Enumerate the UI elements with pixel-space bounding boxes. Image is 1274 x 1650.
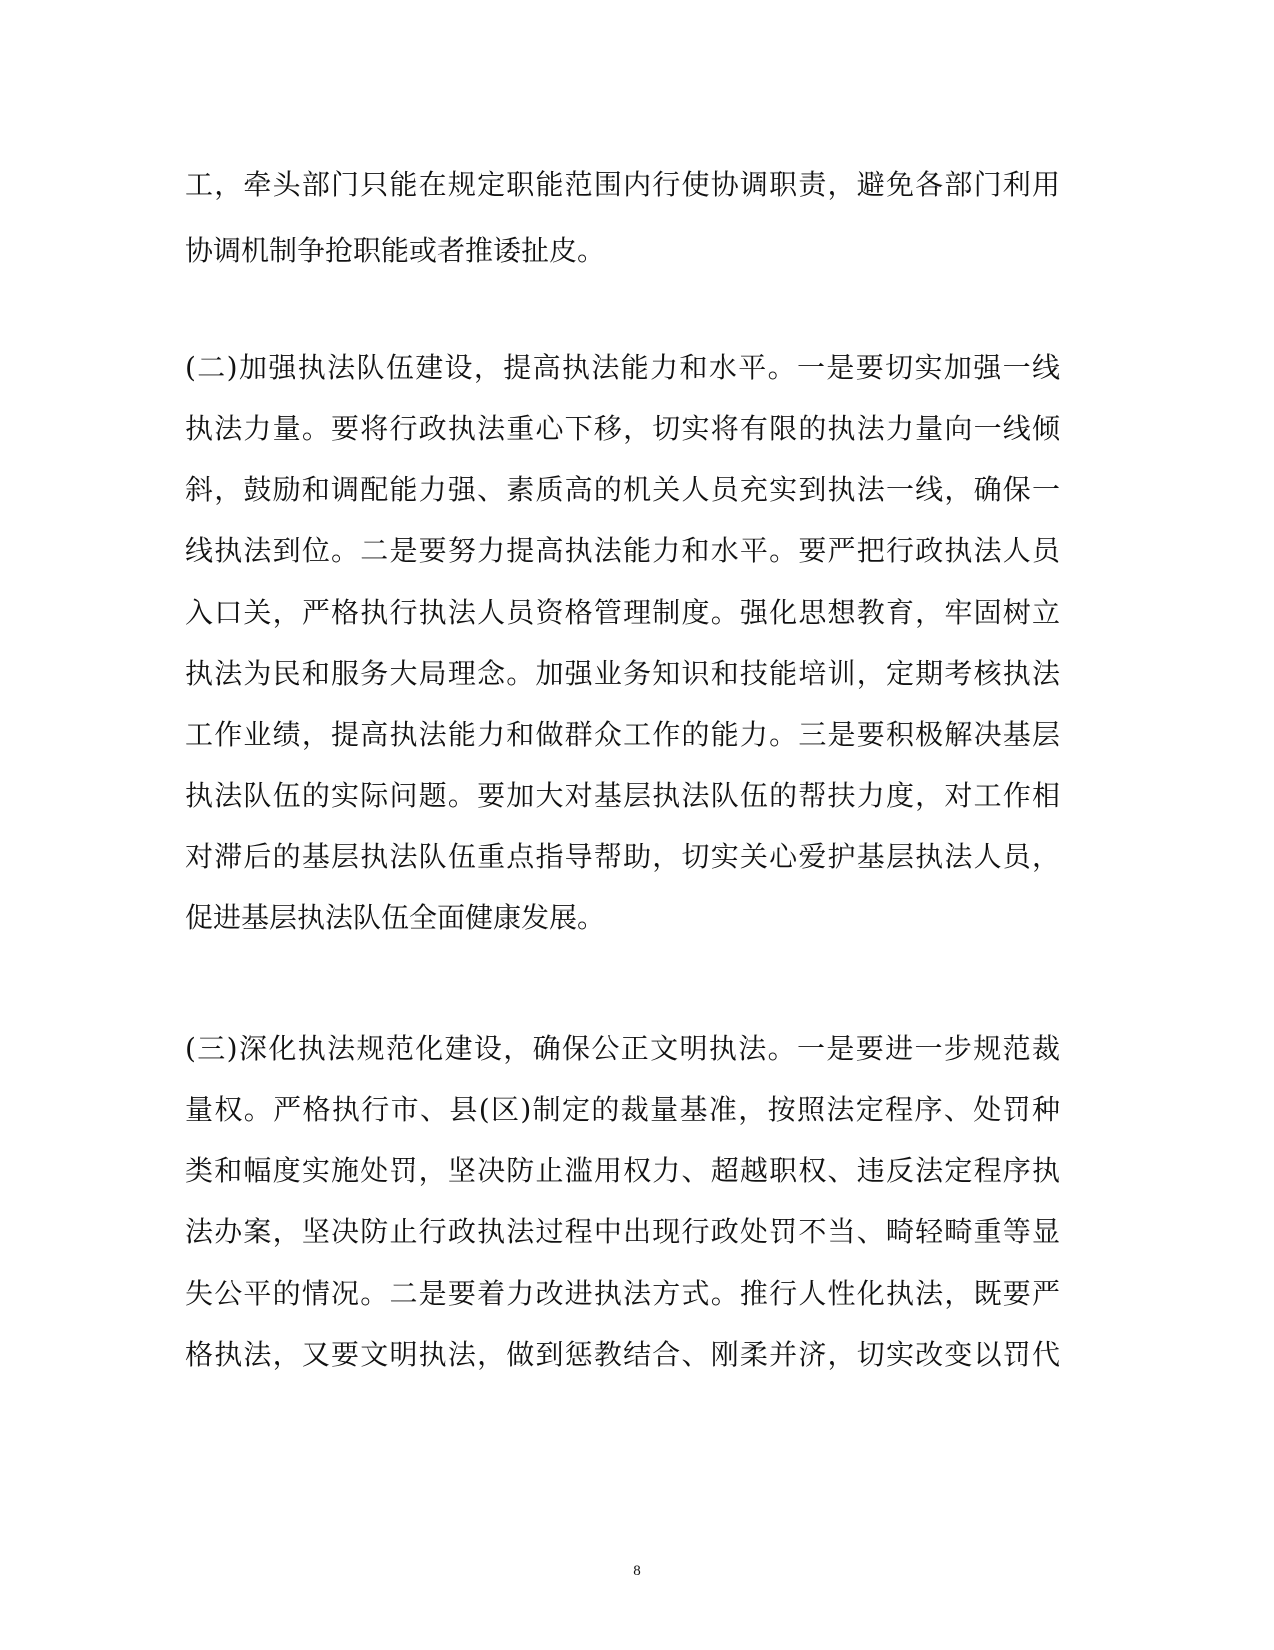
paragraph-line: 线执法到位。二是要努力提高执法能力和水平。要严把行政执法人员 (185, 534, 1060, 567)
paragraph-line: (三)深化执法规范化建设，确保公正文明执法。一是要进一步规范裁 (185, 1032, 1060, 1065)
paragraph-line: 入口关，严格执行执法人员资格管理制度。强化思想教育，牢固树立 (185, 596, 1060, 629)
paragraph-line: 执法为民和服务大局理念。加强业务知识和技能培训，定期考核执法 (185, 657, 1060, 690)
paragraph-line: 执法力量。要将行政执法重心下移，切实将有限的执法力量向一线倾 (185, 412, 1060, 445)
page-number: 8 (633, 1563, 641, 1579)
paragraph-line: 对滞后的基层执法队伍重点指导帮助，切实关心爱护基层执法人员， (185, 840, 1060, 873)
paragraph-line: 协调机制争抢职能或者推诿扯皮。 (185, 234, 606, 267)
paragraph-line: (二)加强执法队伍建设，提高执法能力和水平。一是要切实加强一线 (185, 351, 1060, 384)
paragraph-line: 执法队伍的实际问题。要加大对基层执法队伍的帮扶力度，对工作相 (185, 779, 1060, 812)
paragraph-line: 工，牵头部门只能在规定职能范围内行使协调职责，避免各部门利用 (185, 168, 1060, 201)
paragraph-line: 法办案，坚决防止行政执法过程中出现行政处罚不当、畸轻畸重等显 (185, 1215, 1060, 1248)
paragraph-line: 斜，鼓励和调配能力强、素质高的机关人员充实到执法一线，确保一 (185, 473, 1060, 506)
paragraph-line: 工作业绩，提高执法能力和做群众工作的能力。三是要积极解决基层 (185, 718, 1060, 751)
paragraph-line: 量权。严格执行市、县(区)制定的裁量基准，按照法定程序、处罚种 (185, 1093, 1060, 1126)
paragraph-line: 类和幅度实施处罚，坚决防止滥用权力、超越职权、违反法定程序执 (185, 1154, 1060, 1187)
paragraph-line: 促进基层执法队伍全面健康发展。 (185, 901, 606, 934)
paragraph-line: 格执法，又要文明执法，做到惩教结合、刚柔并济，切实改变以罚代 (185, 1338, 1060, 1371)
paragraph-line: 失公平的情况。二是要着力改进执法方式。推行人性化执法，既要严 (185, 1277, 1060, 1310)
